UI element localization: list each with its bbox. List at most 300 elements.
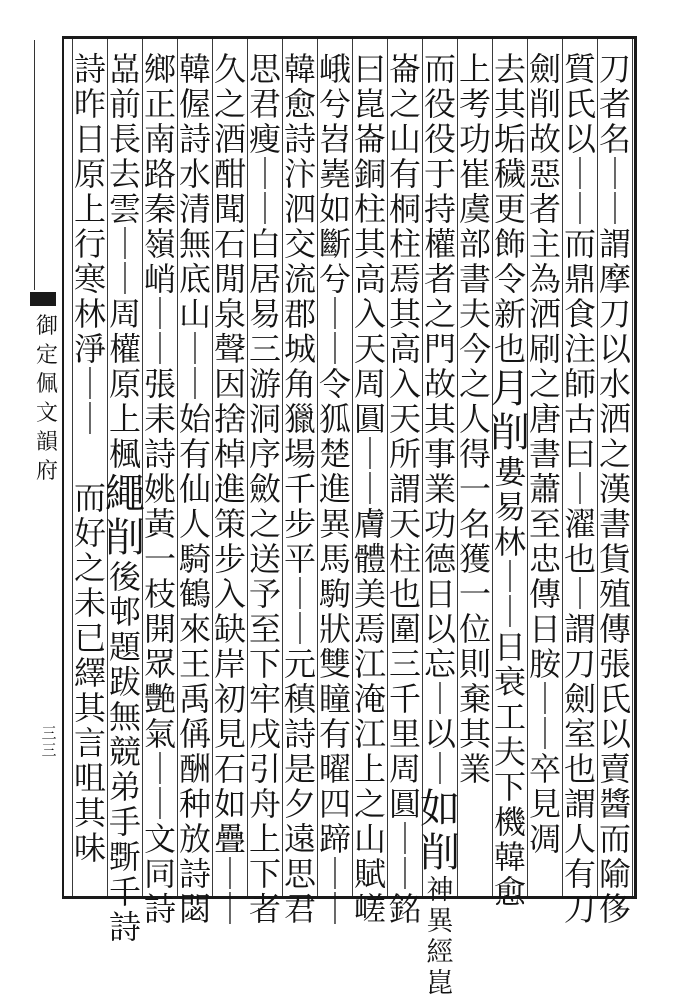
text-char: 部	[458, 225, 491, 263]
text-char: 名	[598, 120, 631, 158]
text-char: 異	[426, 906, 454, 937]
text-char: 之	[73, 549, 106, 587]
text-char: 曜	[318, 750, 351, 788]
text-char: 平	[283, 540, 316, 578]
text-char: 衰	[493, 663, 526, 701]
text-char: ｜	[143, 750, 176, 788]
text-char: 刀	[563, 890, 596, 928]
text-char: 高	[353, 260, 386, 298]
text-char: 謂	[388, 470, 421, 508]
text-char: 前	[108, 85, 141, 123]
text-char: 原	[73, 155, 106, 193]
margin-title-char: 韻	[35, 430, 58, 455]
text-char: 嶺	[143, 225, 176, 263]
text-char: ｜	[143, 330, 176, 368]
text-char: 來	[178, 610, 211, 648]
text-char: 詩	[143, 435, 176, 473]
text-char: 去	[493, 50, 526, 88]
margin-book-title	[32, 312, 62, 486]
text-char: 役	[423, 85, 456, 123]
text-char: 南	[143, 120, 176, 158]
text-char: 楚	[318, 435, 351, 473]
text-char: 侈	[598, 890, 631, 928]
text-char: 岧	[318, 120, 351, 158]
text-char: 場	[283, 435, 316, 473]
text-char: 謂	[598, 225, 631, 263]
text-char: 詩	[108, 908, 141, 946]
text-char: 于	[423, 155, 456, 193]
text-char: 下	[248, 855, 281, 893]
text-char: 上	[248, 820, 281, 858]
text-char: 詩	[178, 120, 211, 158]
text-char: 以	[598, 715, 631, 753]
text-char: 曰	[563, 435, 596, 473]
margin-title-char: 御	[35, 314, 58, 339]
text-char: 膚	[353, 505, 386, 543]
headword-char: 繩	[105, 471, 145, 517]
text-char: 予	[248, 575, 281, 613]
text-char: 騎	[178, 540, 211, 578]
frame-top-border	[62, 36, 637, 39]
margin-title-char: 定	[35, 343, 58, 368]
text-char: 無	[108, 698, 141, 736]
text-char: ｜	[598, 155, 631, 193]
text-char: 詩	[283, 715, 316, 753]
text-char: 銅	[353, 155, 386, 193]
text-char: 去	[108, 155, 141, 193]
text-char: 牢	[248, 680, 281, 718]
text-char: 城	[283, 330, 316, 368]
text-char: 者	[528, 190, 561, 228]
text-char: ｜	[388, 820, 421, 858]
headword-char: 如	[420, 786, 460, 832]
text-char: 功	[458, 120, 491, 158]
text-char: 惡	[528, 155, 561, 193]
text-char: 獵	[283, 400, 316, 438]
text-char: ｜	[318, 295, 351, 333]
text-char: 三	[248, 330, 281, 368]
text-char: 考	[458, 85, 491, 123]
text-char: 底	[178, 260, 211, 298]
text-char: ｜	[283, 575, 316, 613]
text-char: 初	[213, 680, 246, 718]
text-char: 是	[283, 750, 316, 788]
text-char: 雲	[108, 190, 141, 228]
text-char: 山	[178, 295, 211, 333]
text-char: 策	[213, 505, 246, 543]
text-char: ｜	[108, 260, 141, 298]
text-char: 戌	[248, 715, 281, 753]
text-char: 見	[213, 715, 246, 753]
text-char: 酒	[213, 120, 246, 158]
text-char: 眾	[143, 645, 176, 683]
text-char: 劍	[563, 680, 596, 718]
text-char: 已	[73, 619, 106, 657]
text-char: 其	[73, 689, 106, 727]
text-char: 疊	[213, 820, 246, 858]
text-char: 上	[458, 50, 491, 88]
text-char: 名	[458, 505, 491, 543]
text-char: ｜	[528, 680, 561, 718]
text-char: 原	[108, 365, 141, 403]
text-char: 虞	[458, 190, 491, 228]
text-char: 張	[598, 645, 631, 683]
text-char: 書	[598, 505, 631, 543]
text-char: 開	[143, 610, 176, 648]
text-char: 師	[563, 365, 596, 403]
text-char: 步	[213, 540, 246, 578]
text-char: 如	[213, 785, 246, 823]
text-char: 氣	[143, 715, 176, 753]
text-char: 者	[598, 85, 631, 123]
text-char: 游	[248, 365, 281, 403]
text-char: 舟	[248, 785, 281, 823]
text-char: 摩	[598, 260, 631, 298]
text-char: 白	[248, 225, 281, 263]
text-char: 入	[388, 365, 421, 403]
text-char: 易	[493, 488, 526, 526]
text-char: 注	[563, 330, 596, 368]
text-char: 始	[178, 400, 211, 438]
text-char: 枝	[143, 575, 176, 613]
text-char: 體	[353, 540, 386, 578]
text-char: ｜	[178, 330, 211, 368]
text-char: 淨	[73, 330, 106, 368]
text-char: 一	[458, 470, 491, 508]
text-char: 咀	[73, 759, 106, 797]
margin-title-char: 府	[35, 459, 58, 484]
text-char: 賣	[598, 750, 631, 788]
text-char: 有	[388, 155, 421, 193]
text-char: 書	[528, 435, 561, 473]
text-char: ｜	[493, 558, 526, 596]
text-char: 其	[388, 295, 421, 333]
text-char: 所	[388, 435, 421, 473]
text-char: 而	[73, 479, 106, 517]
text-char: 謂	[563, 785, 596, 823]
text-char: 里	[388, 715, 421, 753]
text-char: 者	[423, 260, 456, 298]
text-char: 其	[458, 715, 491, 753]
text-char: 質	[563, 50, 596, 88]
text-char: 柱	[353, 190, 386, 228]
text-char: 山	[388, 120, 421, 158]
text-char: 姚	[143, 470, 176, 508]
text-char: 圓	[353, 400, 386, 438]
text-char: 兮	[318, 85, 351, 123]
text-char: 賦	[353, 855, 386, 893]
text-char: 貨	[598, 540, 631, 578]
headword-char: 削	[490, 410, 530, 456]
text-char: 圓	[388, 785, 421, 823]
text-char: 刀	[598, 295, 631, 333]
text-char: 濯	[563, 505, 596, 543]
text-char: 今	[458, 330, 491, 368]
text-char: 君	[283, 890, 316, 928]
text-char: 王	[178, 645, 211, 683]
margin-title-char: 佩	[35, 372, 58, 397]
text-char: 工	[493, 698, 526, 736]
text-char: 黃	[143, 505, 176, 543]
text-char: 之	[213, 85, 246, 123]
text-char: 位	[458, 610, 491, 648]
text-char: 稹	[283, 680, 316, 718]
frame-left-border	[62, 36, 64, 899]
text-char: 閒	[213, 260, 246, 298]
text-char: 韓	[178, 50, 211, 88]
text-char: 夫	[458, 295, 491, 333]
text-char: 者	[248, 890, 281, 928]
text-char: 以	[563, 120, 596, 158]
text-char: 天	[388, 505, 421, 543]
text-char: 岸	[213, 645, 246, 683]
text-char: 經	[426, 937, 454, 968]
text-char: 傳	[528, 575, 561, 613]
text-char: 業	[423, 470, 456, 508]
text-char: 江	[353, 715, 386, 753]
text-char: 楓	[108, 435, 141, 473]
text-char: 一	[143, 540, 176, 578]
text-char: 鼎	[563, 260, 596, 298]
text-char: 後	[108, 558, 141, 596]
text-char: 寒	[73, 260, 106, 298]
text-char: 三	[388, 645, 421, 683]
text-char: ｜	[73, 400, 106, 438]
text-char: 飾	[493, 225, 526, 263]
text-char: 愈	[283, 85, 316, 123]
text-char: 蕭	[528, 470, 561, 508]
text-char: 曰	[353, 50, 386, 88]
text-char: 其	[493, 85, 526, 123]
text-char: 令	[318, 365, 351, 403]
text-char: 步	[283, 505, 316, 543]
text-char: 好	[73, 514, 106, 552]
text-char: 正	[143, 85, 176, 123]
text-char: 桐	[388, 190, 421, 228]
text-char: 洒	[598, 400, 631, 438]
text-char: 人	[563, 820, 596, 858]
margin-title-char: 文	[35, 401, 58, 426]
text-char: 而	[563, 225, 596, 263]
text-char: ｜	[353, 435, 386, 473]
text-char: 胺	[528, 645, 561, 683]
text-char: 漢	[598, 470, 631, 508]
text-char: 門	[423, 330, 456, 368]
text-char: 耒	[143, 400, 176, 438]
text-char: 序	[248, 435, 281, 473]
text-char: 入	[213, 575, 246, 613]
text-char: 泗	[283, 190, 316, 228]
headword-char: 削	[420, 830, 460, 876]
text-char: 上	[73, 190, 106, 228]
leaf-number-char: 三	[41, 741, 57, 759]
text-char: 日	[73, 120, 106, 158]
text-char: 上	[108, 400, 141, 438]
text-char: 劍	[528, 50, 561, 88]
text-char: 書	[458, 260, 491, 298]
text-char: 斷	[318, 225, 351, 263]
text-char: 之	[248, 505, 281, 543]
text-char: ｜	[423, 750, 456, 788]
text-char: 四	[318, 785, 351, 823]
text-char: 事	[423, 435, 456, 473]
text-char: 銘	[388, 890, 421, 928]
text-char: 唐	[528, 400, 561, 438]
text-char: 垢	[493, 120, 526, 158]
text-char: 聲	[213, 330, 246, 368]
text-char: 文	[143, 820, 176, 858]
text-char: 有	[178, 435, 211, 473]
text-char: 見	[528, 785, 561, 823]
text-column	[66, 52, 114, 890]
text-char: 新	[493, 295, 526, 333]
text-char: 令	[493, 260, 526, 298]
text-char: 林	[73, 295, 106, 333]
text-char: ｜	[213, 890, 246, 928]
text-char: 其	[423, 400, 456, 438]
text-char: 崑	[426, 968, 454, 999]
text-char: 也	[563, 540, 596, 578]
text-char: 至	[528, 505, 561, 543]
text-char: 卒	[528, 750, 561, 788]
text-char: 至	[248, 610, 281, 648]
text-char: 持	[423, 190, 456, 228]
text-char: 愈	[493, 873, 526, 911]
text-char: 狐	[318, 400, 351, 438]
text-char: 瞳	[318, 680, 351, 718]
text-char: 以	[423, 610, 456, 648]
text-char: ｜	[563, 190, 596, 228]
text-char: 氏	[598, 680, 631, 718]
text-char: 以	[598, 330, 631, 368]
text-char: 忠	[528, 540, 561, 578]
text-char: 淹	[353, 680, 386, 718]
text-char: 种	[178, 785, 211, 823]
text-char: 詩	[283, 120, 316, 158]
text-char: ｜	[388, 855, 421, 893]
text-char: 氏	[563, 85, 596, 123]
text-char: 夕	[283, 785, 316, 823]
text-char: 主	[528, 225, 561, 263]
text-char: 之	[598, 435, 631, 473]
text-char: 進	[213, 470, 246, 508]
text-char: 送	[248, 540, 281, 578]
text-char: 下	[493, 768, 526, 806]
text-char: 汴	[283, 155, 316, 193]
text-char: 兮	[318, 260, 351, 298]
text-char: ｜	[213, 855, 246, 893]
text-char: 久	[213, 50, 246, 88]
text-char: ｜	[143, 785, 176, 823]
text-char: 峨	[318, 50, 351, 88]
text-char: 德	[423, 540, 456, 578]
text-char: 人	[458, 400, 491, 438]
text-char: 思	[283, 855, 316, 893]
text-char: 雙	[318, 645, 351, 683]
text-char: 進	[318, 470, 351, 508]
text-char: 之	[528, 365, 561, 403]
text-char: 獲	[458, 540, 491, 578]
text-char: 手	[108, 803, 141, 841]
text-char: 因	[213, 365, 246, 403]
text-char: 人	[178, 505, 211, 543]
text-char: 繹	[73, 654, 106, 692]
text-char: ｜	[598, 190, 631, 228]
fish-tail-mark	[30, 292, 56, 306]
text-char: ｜	[563, 155, 596, 193]
text-char: 易	[248, 295, 281, 333]
text-char: ｜	[563, 575, 596, 613]
text-char: 弟	[108, 768, 141, 806]
text-char: 遠	[283, 820, 316, 858]
text-char: 高	[388, 330, 421, 368]
text-char: 蹄	[318, 820, 351, 858]
text-char: 郡	[283, 295, 316, 333]
text-char: 未	[73, 584, 106, 622]
text-char: 酣	[213, 155, 246, 193]
text-char: ｜	[318, 890, 351, 928]
text-char: 之	[353, 785, 386, 823]
text-char: 天	[388, 400, 421, 438]
text-char: 美	[353, 575, 386, 613]
text-char: 角	[283, 365, 316, 403]
text-char: 江	[353, 645, 386, 683]
text-char: 醬	[598, 785, 631, 823]
text-char: 艷	[143, 680, 176, 718]
text-char: 嵓	[108, 50, 141, 88]
text-char: 閟	[178, 890, 211, 928]
text-char: 故	[423, 365, 456, 403]
text-char: 故	[528, 120, 561, 158]
text-char: 殖	[598, 575, 631, 613]
text-char: 水	[598, 365, 631, 403]
text-char: ｜	[248, 155, 281, 193]
text-char: 放	[178, 820, 211, 858]
text-char: 如	[318, 190, 351, 228]
text-char: 秦	[143, 190, 176, 228]
text-char: 君	[248, 85, 281, 123]
text-char: 崙	[388, 50, 421, 88]
text-char: 競	[108, 733, 141, 771]
text-char: ｜	[178, 365, 211, 403]
text-char: 室	[563, 715, 596, 753]
text-char: 瘦	[248, 120, 281, 158]
text-char: 更	[493, 190, 526, 228]
text-char: 峭	[143, 260, 176, 298]
text-char: 千	[283, 470, 316, 508]
text-char: 以	[423, 715, 456, 753]
text-char: 柱	[388, 540, 421, 578]
text-char: ｜	[353, 470, 386, 508]
margin-rule	[34, 40, 35, 290]
text-char: 下	[248, 645, 281, 683]
leaf-number-char: 三	[41, 724, 57, 742]
text-char: 偁	[178, 715, 211, 753]
text-char: 之	[423, 295, 456, 333]
text-char: 棹	[213, 435, 246, 473]
text-char: 其	[353, 225, 386, 263]
text-char: 異	[318, 505, 351, 543]
text-char: ｜	[283, 610, 316, 648]
text-char: 其	[73, 794, 106, 832]
text-char: 行	[73, 225, 106, 263]
text-char: ｜	[493, 593, 526, 631]
text-char: 有	[563, 855, 596, 893]
text-char: 斂	[248, 470, 281, 508]
text-char: 石	[213, 225, 246, 263]
text-char: ｜	[108, 225, 141, 263]
text-char: ｜	[563, 470, 596, 508]
